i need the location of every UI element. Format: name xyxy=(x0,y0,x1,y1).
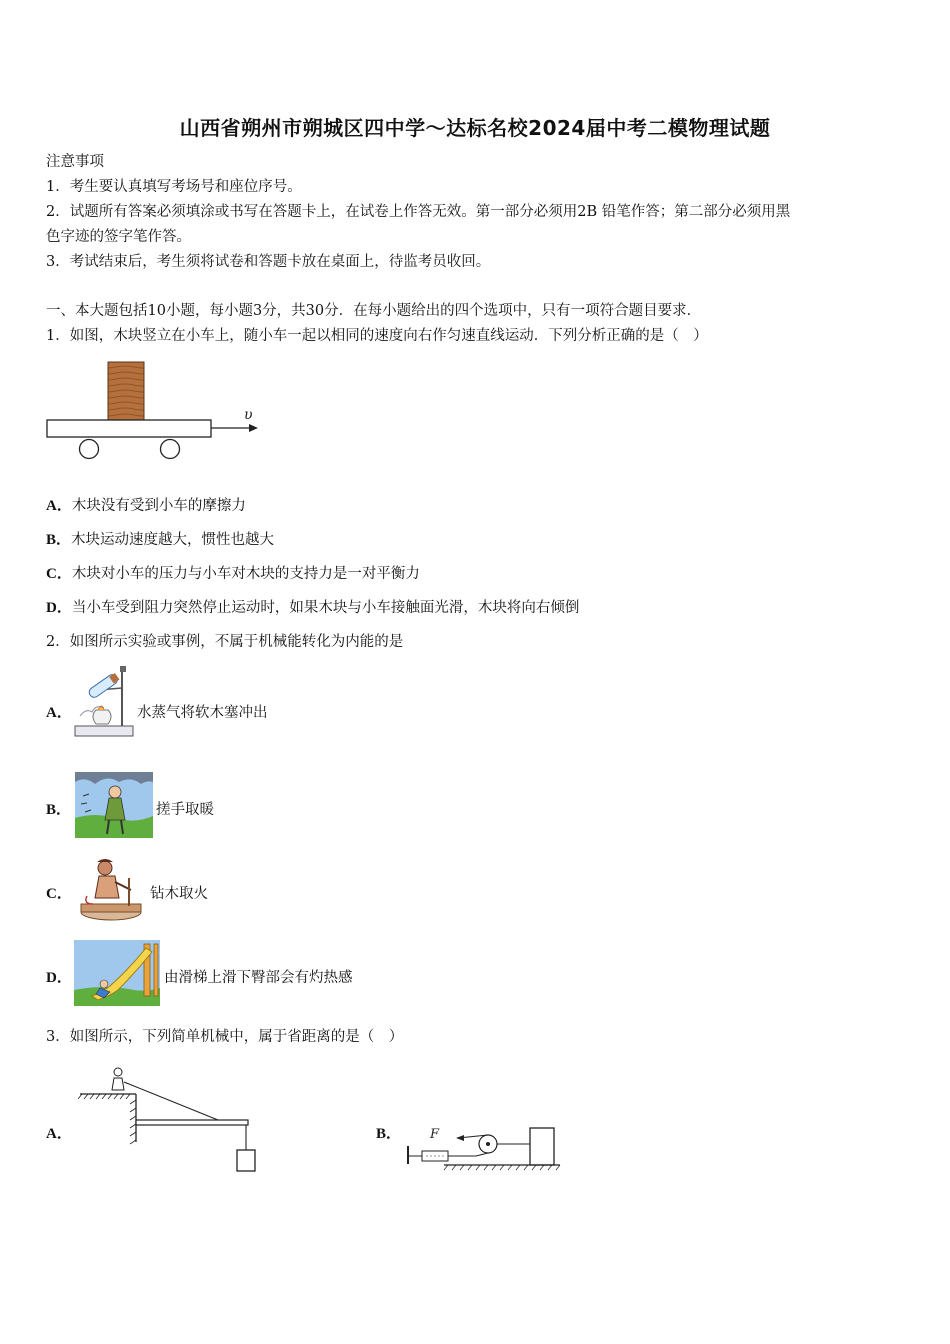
q1-option-a[interactable]: A．木块没有受到小车的摩擦力 xyxy=(46,498,246,514)
pulley-figure xyxy=(404,1122,564,1172)
question-2-stem: 2．如图所示实验或事例，不属于机械能转化为内能的是 xyxy=(46,634,404,650)
cart-body xyxy=(47,420,211,437)
q1-option-b[interactable]: B．木块运动速度越大，惯性也越大 xyxy=(46,532,275,548)
velocity-arrow xyxy=(249,424,258,432)
cart-figure xyxy=(44,358,269,466)
q2-option-b-text: 搓手取暖 xyxy=(156,802,214,818)
notice-heading: 注意事项 xyxy=(46,154,104,170)
cart-wheel-right xyxy=(161,440,180,459)
drilling-fire-image xyxy=(75,856,147,924)
lever-figure xyxy=(78,1062,263,1174)
rubbing-hands-image xyxy=(75,772,153,838)
q3-option-a-letter[interactable]: A． xyxy=(46,1126,72,1142)
q2-option-d-text: 由滑梯上滑下臀部会有灼热感 xyxy=(164,970,353,986)
notice-item-2-cont: 色字迹的签字笔作答。 xyxy=(46,229,191,245)
slide-image xyxy=(74,940,160,1006)
steam-tube-image xyxy=(74,664,136,738)
page-title: 山西省朔州市朔城区四中学～达标名校2024届中考二模物理试题 xyxy=(179,116,771,140)
q3-option-b-letter[interactable]: B． xyxy=(376,1126,402,1142)
cart-wheel-left xyxy=(80,440,99,459)
notice-item-3: 3．考试结束后，考生须将试卷和答题卡放在桌面上，待监考员收回。 xyxy=(46,254,491,270)
notice-item-1: 1．考生要认真填写考场号和座位序号。 xyxy=(46,179,302,195)
q1-option-d[interactable]: D．当小车受到阻力突然停止运动时，如果木块与小车接触面光滑，木块将向右倾倒 xyxy=(46,600,580,616)
q2-option-a-letter[interactable]: A． xyxy=(46,705,72,721)
q2-option-c-text: 钻木取火 xyxy=(150,886,208,902)
velocity-label: υ xyxy=(244,407,253,423)
q2-option-a-text: 水蒸气将软木塞冲出 xyxy=(137,705,268,721)
q2-option-b-letter[interactable]: B． xyxy=(46,802,72,818)
q2-option-d-letter[interactable]: D． xyxy=(46,970,72,986)
question-1-stem: 1．如图，木块竖立在小车上，随小车一起以相同的速度向右作匀速直线运动．下列分析正确的是（ ） xyxy=(46,328,708,344)
notice-item-2: 2．试题所有答案必须填涂或书写在答题卡上，在试卷上作答无效。第一部分必须用2B 铅笔作答；第二部分必须用黑 xyxy=(46,204,791,220)
wood-block xyxy=(108,362,144,420)
q1-option-c[interactable]: C．木块对小车的压力与小车对木块的支持力是一对平衡力 xyxy=(46,566,420,582)
q2-option-c-letter[interactable]: C． xyxy=(46,886,72,902)
section-heading: 一、本大题包括10小题，每小题3分，共30分．在每小题给出的四个选项中，只有一项符合题目要求． xyxy=(46,303,702,319)
question-3-stem: 3．如图所示，下列简单机械中，属于省距离的是（ ） xyxy=(46,1029,404,1045)
force-label: F xyxy=(430,1127,440,1142)
